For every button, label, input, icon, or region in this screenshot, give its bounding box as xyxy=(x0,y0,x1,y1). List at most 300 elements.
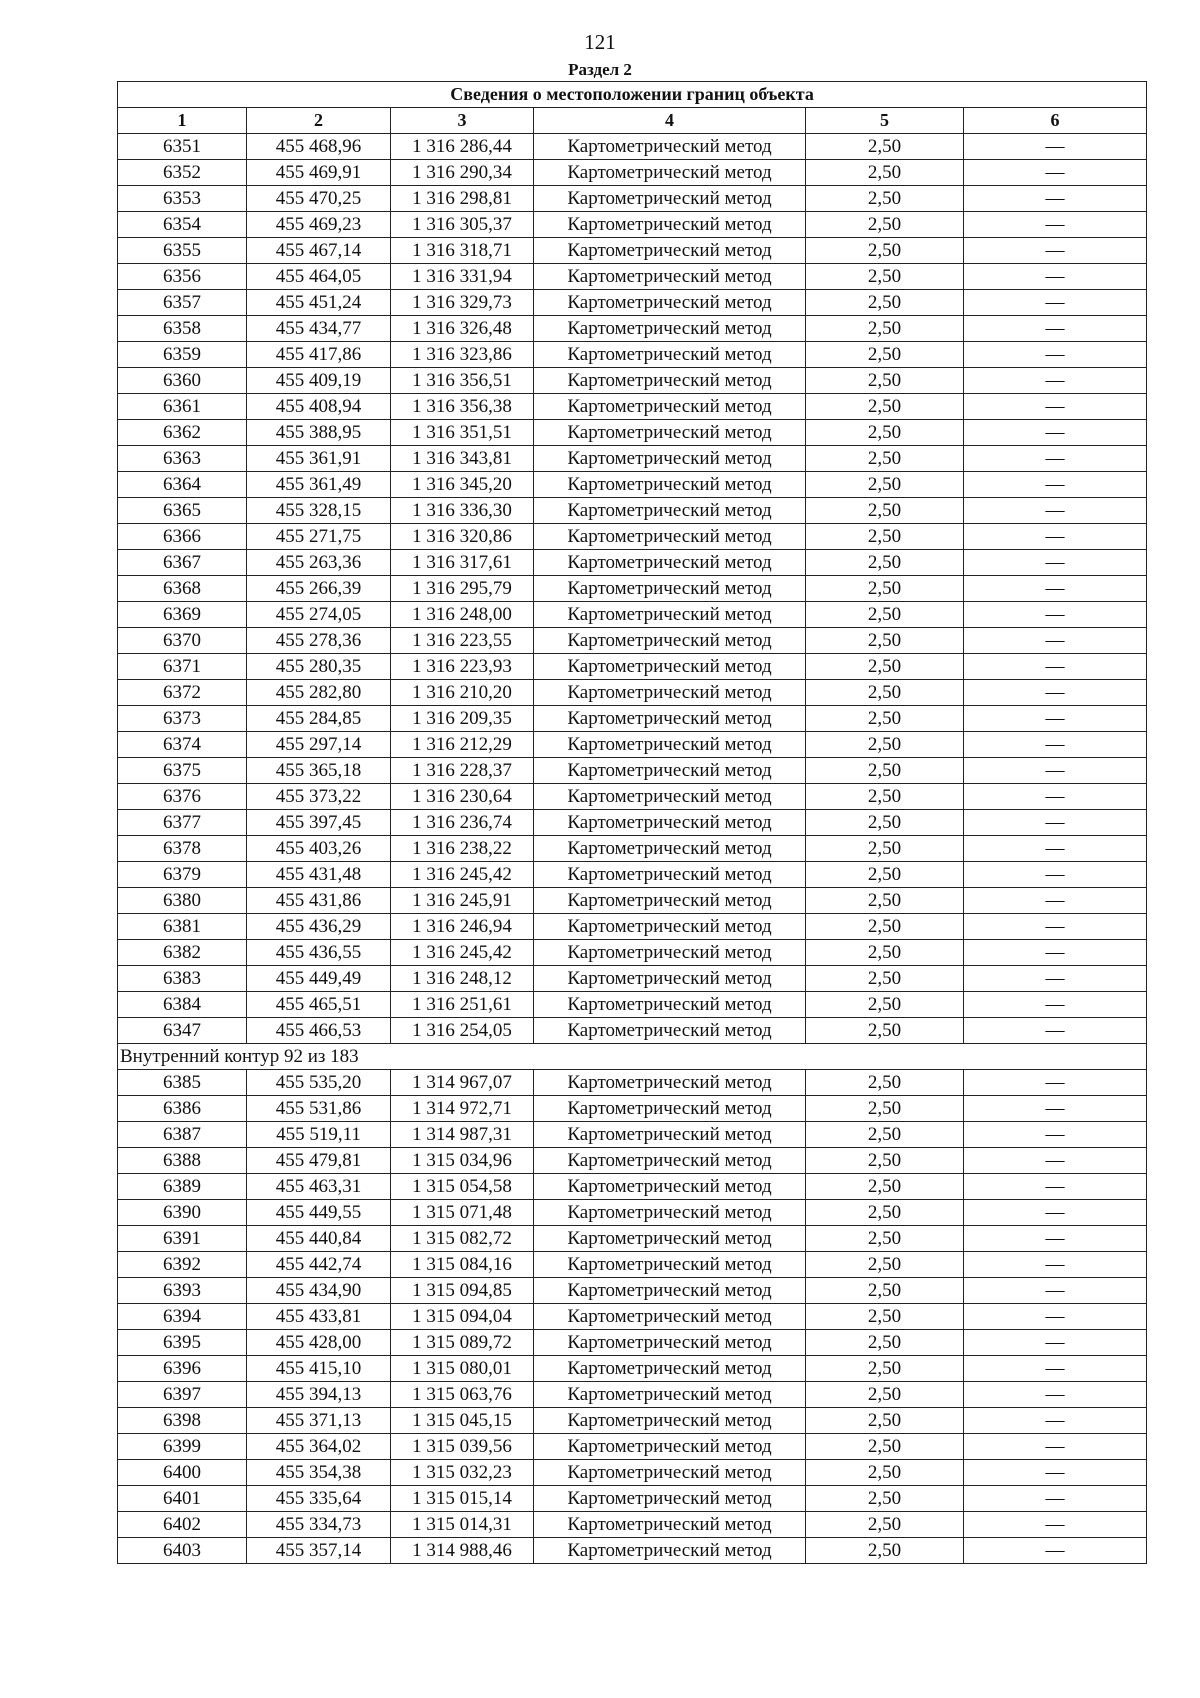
description-cell: — xyxy=(964,706,1147,732)
description-cell: — xyxy=(964,732,1147,758)
y-coordinate-cell: 1 316 245,91 xyxy=(391,888,534,914)
description-cell: — xyxy=(964,1200,1147,1226)
contour-label: Внутренний контур 92 из 183 xyxy=(118,1044,1147,1070)
table-row xyxy=(118,1226,1147,1252)
description-cell: — xyxy=(964,1122,1147,1148)
point-number-cell: 6373 xyxy=(118,706,247,732)
point-number-cell: 6379 xyxy=(118,862,247,888)
method-cell: Картометрический метод xyxy=(534,862,806,888)
method-cell: Картометрический метод xyxy=(534,1538,806,1564)
accuracy-cell: 2,50 xyxy=(806,1252,964,1278)
description-cell: — xyxy=(964,862,1147,888)
x-coordinate-cell: 455 266,39 xyxy=(247,576,391,602)
y-coordinate-cell: 1 316 236,74 xyxy=(391,810,534,836)
x-coordinate-cell: 455 433,81 xyxy=(247,1304,391,1330)
description-cell: — xyxy=(964,654,1147,680)
table-row xyxy=(118,654,1147,680)
accuracy-cell: 2,50 xyxy=(806,992,964,1018)
accuracy-cell: 2,50 xyxy=(806,134,964,160)
method-cell: Картометрический метод xyxy=(534,706,806,732)
method-cell: Картометрический метод xyxy=(534,1304,806,1330)
accuracy-cell: 2,50 xyxy=(806,420,964,446)
point-number-cell: 6347 xyxy=(118,1018,247,1044)
table-row xyxy=(118,706,1147,732)
table-row xyxy=(118,524,1147,550)
point-number-cell: 6356 xyxy=(118,264,247,290)
point-number-cell: 6378 xyxy=(118,836,247,862)
accuracy-cell: 2,50 xyxy=(806,576,964,602)
description-cell: — xyxy=(964,290,1147,316)
accuracy-cell: 2,50 xyxy=(806,1356,964,1382)
method-cell: Картометрический метод xyxy=(534,316,806,342)
table-row xyxy=(118,862,1147,888)
point-number-cell: 6394 xyxy=(118,1304,247,1330)
description-cell: — xyxy=(964,1226,1147,1252)
x-coordinate-cell: 455 519,11 xyxy=(247,1122,391,1148)
y-coordinate-cell: 1 315 039,56 xyxy=(391,1434,534,1460)
y-coordinate-cell: 1 316 320,86 xyxy=(391,524,534,550)
point-number-cell: 6354 xyxy=(118,212,247,238)
accuracy-cell: 2,50 xyxy=(806,862,964,888)
method-cell: Картометрический метод xyxy=(534,732,806,758)
column-header: 1 xyxy=(118,108,247,134)
point-number-cell: 6366 xyxy=(118,524,247,550)
x-coordinate-cell: 455 451,24 xyxy=(247,290,391,316)
accuracy-cell: 2,50 xyxy=(806,394,964,420)
point-number-cell: 6393 xyxy=(118,1278,247,1304)
point-number-cell: 6377 xyxy=(118,810,247,836)
table-row xyxy=(118,1408,1147,1434)
accuracy-cell: 2,50 xyxy=(806,758,964,784)
table-row xyxy=(118,1434,1147,1460)
table-body xyxy=(118,82,1147,1564)
description-cell: — xyxy=(964,368,1147,394)
accuracy-cell: 2,50 xyxy=(806,1382,964,1408)
description-cell: — xyxy=(964,316,1147,342)
method-cell: Картометрический метод xyxy=(534,264,806,290)
accuracy-cell: 2,50 xyxy=(806,1460,964,1486)
table-row xyxy=(118,732,1147,758)
accuracy-cell: 2,50 xyxy=(806,212,964,238)
description-cell: — xyxy=(964,1174,1147,1200)
y-coordinate-cell: 1 315 045,15 xyxy=(391,1408,534,1434)
description-cell: — xyxy=(964,810,1147,836)
y-coordinate-cell: 1 316 331,94 xyxy=(391,264,534,290)
method-cell: Картометрический метод xyxy=(534,1174,806,1200)
accuracy-cell: 2,50 xyxy=(806,966,964,992)
y-coordinate-cell: 1 315 082,72 xyxy=(391,1226,534,1252)
table-row xyxy=(118,420,1147,446)
x-coordinate-cell: 455 436,29 xyxy=(247,914,391,940)
x-coordinate-cell: 455 449,55 xyxy=(247,1200,391,1226)
description-cell: — xyxy=(964,1148,1147,1174)
table-caption: Сведения о местоположении границ объекта xyxy=(118,82,1147,108)
x-coordinate-cell: 455 282,80 xyxy=(247,680,391,706)
method-cell: Картометрический метод xyxy=(534,394,806,420)
description-cell: — xyxy=(964,1096,1147,1122)
y-coordinate-cell: 1 316 317,61 xyxy=(391,550,534,576)
x-coordinate-cell: 455 531,86 xyxy=(247,1096,391,1122)
description-cell: — xyxy=(964,1070,1147,1096)
method-cell: Картометрический метод xyxy=(534,212,806,238)
description-cell: — xyxy=(964,420,1147,446)
table-row xyxy=(118,784,1147,810)
y-coordinate-cell: 1 316 212,29 xyxy=(391,732,534,758)
method-cell: Картометрический метод xyxy=(534,680,806,706)
point-number-cell: 6375 xyxy=(118,758,247,784)
y-coordinate-cell: 1 316 223,55 xyxy=(391,628,534,654)
x-coordinate-cell: 455 436,55 xyxy=(247,940,391,966)
method-cell: Картометрический метод xyxy=(534,1200,806,1226)
table-row xyxy=(118,836,1147,862)
y-coordinate-cell: 1 316 329,73 xyxy=(391,290,534,316)
point-number-cell: 6371 xyxy=(118,654,247,680)
y-coordinate-cell: 1 316 245,42 xyxy=(391,940,534,966)
description-cell: — xyxy=(964,1356,1147,1382)
method-cell: Картометрический метод xyxy=(534,1512,806,1538)
y-coordinate-cell: 1 316 223,93 xyxy=(391,654,534,680)
y-coordinate-cell: 1 316 323,86 xyxy=(391,342,534,368)
description-cell: — xyxy=(964,602,1147,628)
y-coordinate-cell: 1 315 054,58 xyxy=(391,1174,534,1200)
method-cell: Картометрический метод xyxy=(534,290,806,316)
x-coordinate-cell: 455 464,05 xyxy=(247,264,391,290)
point-number-cell: 6385 xyxy=(118,1070,247,1096)
x-coordinate-cell: 455 328,15 xyxy=(247,498,391,524)
point-number-cell: 6395 xyxy=(118,1330,247,1356)
y-coordinate-cell: 1 316 248,12 xyxy=(391,966,534,992)
table-row xyxy=(118,940,1147,966)
table-caption-row xyxy=(118,82,1147,108)
description-cell: — xyxy=(964,1486,1147,1512)
y-coordinate-cell: 1 315 063,76 xyxy=(391,1382,534,1408)
table-row xyxy=(118,160,1147,186)
accuracy-cell: 2,50 xyxy=(806,1174,964,1200)
table-row xyxy=(118,1122,1147,1148)
method-cell: Картометрический метод xyxy=(534,914,806,940)
point-number-cell: 6391 xyxy=(118,1226,247,1252)
accuracy-cell: 2,50 xyxy=(806,446,964,472)
y-coordinate-cell: 1 316 326,48 xyxy=(391,316,534,342)
table-row xyxy=(118,498,1147,524)
method-cell: Картометрический метод xyxy=(534,784,806,810)
description-cell: — xyxy=(964,498,1147,524)
point-number-cell: 6374 xyxy=(118,732,247,758)
table-row xyxy=(118,1512,1147,1538)
column-header: 6 xyxy=(964,108,1147,134)
accuracy-cell: 2,50 xyxy=(806,1018,964,1044)
table-row xyxy=(118,602,1147,628)
method-cell: Картометрический метод xyxy=(534,342,806,368)
table-row xyxy=(118,238,1147,264)
accuracy-cell: 2,50 xyxy=(806,836,964,862)
description-cell: — xyxy=(964,576,1147,602)
point-number-cell: 6365 xyxy=(118,498,247,524)
table-row xyxy=(118,368,1147,394)
accuracy-cell: 2,50 xyxy=(806,238,964,264)
y-coordinate-cell: 1 316 345,20 xyxy=(391,472,534,498)
description-cell: — xyxy=(964,472,1147,498)
point-number-cell: 6355 xyxy=(118,238,247,264)
description-cell: — xyxy=(964,966,1147,992)
method-cell: Картометрический метод xyxy=(534,238,806,264)
method-cell: Картометрический метод xyxy=(534,602,806,628)
description-cell: — xyxy=(964,1382,1147,1408)
description-cell: — xyxy=(964,1330,1147,1356)
x-coordinate-cell: 455 468,96 xyxy=(247,134,391,160)
table-row xyxy=(118,1148,1147,1174)
column-header: 2 xyxy=(247,108,391,134)
point-number-cell: 6369 xyxy=(118,602,247,628)
method-cell: Картометрический метод xyxy=(534,1356,806,1382)
y-coordinate-cell: 1 316 251,61 xyxy=(391,992,534,1018)
x-coordinate-cell: 455 361,49 xyxy=(247,472,391,498)
accuracy-cell: 2,50 xyxy=(806,1096,964,1122)
table-row xyxy=(118,1018,1147,1044)
x-coordinate-cell: 455 467,14 xyxy=(247,238,391,264)
table-row xyxy=(118,576,1147,602)
point-number-cell: 6399 xyxy=(118,1434,247,1460)
x-coordinate-cell: 455 357,14 xyxy=(247,1538,391,1564)
table-row xyxy=(118,1304,1147,1330)
accuracy-cell: 2,50 xyxy=(806,342,964,368)
point-number-cell: 6370 xyxy=(118,628,247,654)
y-coordinate-cell: 1 316 248,00 xyxy=(391,602,534,628)
table-row xyxy=(118,1356,1147,1382)
point-number-cell: 6402 xyxy=(118,1512,247,1538)
x-coordinate-cell: 455 361,91 xyxy=(247,446,391,472)
description-cell: — xyxy=(964,342,1147,368)
accuracy-cell: 2,50 xyxy=(806,1070,964,1096)
table-row xyxy=(118,1200,1147,1226)
x-coordinate-cell: 455 354,38 xyxy=(247,1460,391,1486)
description-cell: — xyxy=(964,914,1147,940)
accuracy-cell: 2,50 xyxy=(806,472,964,498)
column-header-row xyxy=(118,108,1147,134)
x-coordinate-cell: 455 479,81 xyxy=(247,1148,391,1174)
method-cell: Картометрический метод xyxy=(534,550,806,576)
method-cell: Картометрический метод xyxy=(534,1148,806,1174)
x-coordinate-cell: 455 335,64 xyxy=(247,1486,391,1512)
x-coordinate-cell: 455 371,13 xyxy=(247,1408,391,1434)
description-cell: — xyxy=(964,186,1147,212)
method-cell: Картометрический метод xyxy=(534,1434,806,1460)
method-cell: Картометрический метод xyxy=(534,1122,806,1148)
point-number-cell: 6392 xyxy=(118,1252,247,1278)
method-cell: Картометрический метод xyxy=(534,160,806,186)
table-row xyxy=(118,1070,1147,1096)
y-coordinate-cell: 1 316 210,20 xyxy=(391,680,534,706)
y-coordinate-cell: 1 316 228,37 xyxy=(391,758,534,784)
description-cell: — xyxy=(964,134,1147,160)
method-cell: Картометрический метод xyxy=(534,1486,806,1512)
table-row xyxy=(118,550,1147,576)
accuracy-cell: 2,50 xyxy=(806,550,964,576)
y-coordinate-cell: 1 316 290,34 xyxy=(391,160,534,186)
table-row xyxy=(118,1278,1147,1304)
y-coordinate-cell: 1 315 094,85 xyxy=(391,1278,534,1304)
x-coordinate-cell: 455 535,20 xyxy=(247,1070,391,1096)
description-cell: — xyxy=(964,550,1147,576)
description-cell: — xyxy=(964,264,1147,290)
method-cell: Картометрический метод xyxy=(534,940,806,966)
y-coordinate-cell: 1 316 356,38 xyxy=(391,394,534,420)
method-cell: Картометрический метод xyxy=(534,368,806,394)
method-cell: Картометрический метод xyxy=(534,134,806,160)
point-number-cell: 6376 xyxy=(118,784,247,810)
y-coordinate-cell: 1 315 034,96 xyxy=(391,1148,534,1174)
point-number-cell: 6398 xyxy=(118,1408,247,1434)
accuracy-cell: 2,50 xyxy=(806,1226,964,1252)
table-row xyxy=(118,758,1147,784)
table-row xyxy=(118,966,1147,992)
y-coordinate-cell: 1 315 014,31 xyxy=(391,1512,534,1538)
accuracy-cell: 2,50 xyxy=(806,940,964,966)
point-number-cell: 6359 xyxy=(118,342,247,368)
method-cell: Картометрический метод xyxy=(534,446,806,472)
accuracy-cell: 2,50 xyxy=(806,1122,964,1148)
accuracy-cell: 2,50 xyxy=(806,264,964,290)
description-cell: — xyxy=(964,212,1147,238)
y-coordinate-cell: 1 316 254,05 xyxy=(391,1018,534,1044)
method-cell: Картометрический метод xyxy=(534,576,806,602)
accuracy-cell: 2,50 xyxy=(806,290,964,316)
method-cell: Картометрический метод xyxy=(534,992,806,1018)
x-coordinate-cell: 455 434,90 xyxy=(247,1278,391,1304)
point-number-cell: 6381 xyxy=(118,914,247,940)
point-number-cell: 6361 xyxy=(118,394,247,420)
x-coordinate-cell: 455 431,48 xyxy=(247,862,391,888)
point-number-cell: 6352 xyxy=(118,160,247,186)
x-coordinate-cell: 455 409,19 xyxy=(247,368,391,394)
point-number-cell: 6380 xyxy=(118,888,247,914)
accuracy-cell: 2,50 xyxy=(806,628,964,654)
column-header: 5 xyxy=(806,108,964,134)
section-title: Раздел 2 xyxy=(568,60,632,79)
point-number-cell: 6384 xyxy=(118,992,247,1018)
method-cell: Картометрический метод xyxy=(534,420,806,446)
method-cell: Картометрический метод xyxy=(534,836,806,862)
method-cell: Картометрический метод xyxy=(534,1460,806,1486)
method-cell: Картометрический метод xyxy=(534,1070,806,1096)
y-coordinate-cell: 1 316 356,51 xyxy=(391,368,534,394)
y-coordinate-cell: 1 315 032,23 xyxy=(391,1460,534,1486)
table-row xyxy=(118,446,1147,472)
x-coordinate-cell: 455 271,75 xyxy=(247,524,391,550)
y-coordinate-cell: 1 314 972,71 xyxy=(391,1096,534,1122)
point-number-cell: 6400 xyxy=(118,1460,247,1486)
point-number-cell: 6388 xyxy=(118,1148,247,1174)
description-cell: — xyxy=(964,836,1147,862)
x-coordinate-cell: 455 334,73 xyxy=(247,1512,391,1538)
point-number-cell: 6387 xyxy=(118,1122,247,1148)
contour-row xyxy=(118,1044,1147,1070)
description-cell: — xyxy=(964,1018,1147,1044)
accuracy-cell: 2,50 xyxy=(806,524,964,550)
x-coordinate-cell: 455 397,45 xyxy=(247,810,391,836)
method-cell: Картометрический метод xyxy=(534,1226,806,1252)
x-coordinate-cell: 455 440,84 xyxy=(247,1226,391,1252)
point-number-cell: 6362 xyxy=(118,420,247,446)
description-cell: — xyxy=(964,888,1147,914)
point-number-cell: 6382 xyxy=(118,940,247,966)
description-cell: — xyxy=(964,524,1147,550)
description-cell: — xyxy=(964,1252,1147,1278)
x-coordinate-cell: 455 417,86 xyxy=(247,342,391,368)
accuracy-cell: 2,50 xyxy=(806,1408,964,1434)
point-number-cell: 6368 xyxy=(118,576,247,602)
description-cell: — xyxy=(964,1304,1147,1330)
accuracy-cell: 2,50 xyxy=(806,1512,964,1538)
accuracy-cell: 2,50 xyxy=(806,1538,964,1564)
point-number-cell: 6383 xyxy=(118,966,247,992)
column-header: 4 xyxy=(534,108,806,134)
y-coordinate-cell: 1 314 988,46 xyxy=(391,1538,534,1564)
description-cell: — xyxy=(964,1434,1147,1460)
x-coordinate-cell: 455 469,23 xyxy=(247,212,391,238)
method-cell: Картометрический метод xyxy=(534,758,806,784)
accuracy-cell: 2,50 xyxy=(806,706,964,732)
accuracy-cell: 2,50 xyxy=(806,1330,964,1356)
point-number-cell: 6360 xyxy=(118,368,247,394)
y-coordinate-cell: 1 316 245,42 xyxy=(391,862,534,888)
description-cell: — xyxy=(964,1512,1147,1538)
table-row xyxy=(118,472,1147,498)
x-coordinate-cell: 455 364,02 xyxy=(247,1434,391,1460)
y-coordinate-cell: 1 316 343,81 xyxy=(391,446,534,472)
y-coordinate-cell: 1 316 286,44 xyxy=(391,134,534,160)
method-cell: Картометрический метод xyxy=(534,654,806,680)
x-coordinate-cell: 455 465,51 xyxy=(247,992,391,1018)
table-row xyxy=(118,134,1147,160)
accuracy-cell: 2,50 xyxy=(806,186,964,212)
table-row xyxy=(118,264,1147,290)
y-coordinate-cell: 1 314 987,31 xyxy=(391,1122,534,1148)
description-cell: — xyxy=(964,446,1147,472)
method-cell: Картометрический метод xyxy=(534,1278,806,1304)
y-coordinate-cell: 1 316 305,37 xyxy=(391,212,534,238)
y-coordinate-cell: 1 315 080,01 xyxy=(391,1356,534,1382)
y-coordinate-cell: 1 316 298,81 xyxy=(391,186,534,212)
table-row xyxy=(118,1538,1147,1564)
point-number-cell: 6397 xyxy=(118,1382,247,1408)
table-row xyxy=(118,1096,1147,1122)
description-cell: — xyxy=(964,160,1147,186)
y-coordinate-cell: 1 316 238,22 xyxy=(391,836,534,862)
table-row xyxy=(118,914,1147,940)
description-cell: — xyxy=(964,1278,1147,1304)
x-coordinate-cell: 455 274,05 xyxy=(247,602,391,628)
x-coordinate-cell: 455 284,85 xyxy=(247,706,391,732)
description-cell: — xyxy=(964,238,1147,264)
y-coordinate-cell: 1 316 351,51 xyxy=(391,420,534,446)
x-coordinate-cell: 455 365,18 xyxy=(247,758,391,784)
table-row xyxy=(118,680,1147,706)
x-coordinate-cell: 455 373,22 xyxy=(247,784,391,810)
x-coordinate-cell: 455 449,49 xyxy=(247,966,391,992)
point-number-cell: 6403 xyxy=(118,1538,247,1564)
x-coordinate-cell: 455 428,00 xyxy=(247,1330,391,1356)
point-number-cell: 6386 xyxy=(118,1096,247,1122)
accuracy-cell: 2,50 xyxy=(806,810,964,836)
x-coordinate-cell: 455 442,74 xyxy=(247,1252,391,1278)
accuracy-cell: 2,50 xyxy=(806,888,964,914)
x-coordinate-cell: 455 431,86 xyxy=(247,888,391,914)
method-cell: Картометрический метод xyxy=(534,1382,806,1408)
accuracy-cell: 2,50 xyxy=(806,1434,964,1460)
y-coordinate-cell: 1 316 246,94 xyxy=(391,914,534,940)
description-cell: — xyxy=(964,1408,1147,1434)
